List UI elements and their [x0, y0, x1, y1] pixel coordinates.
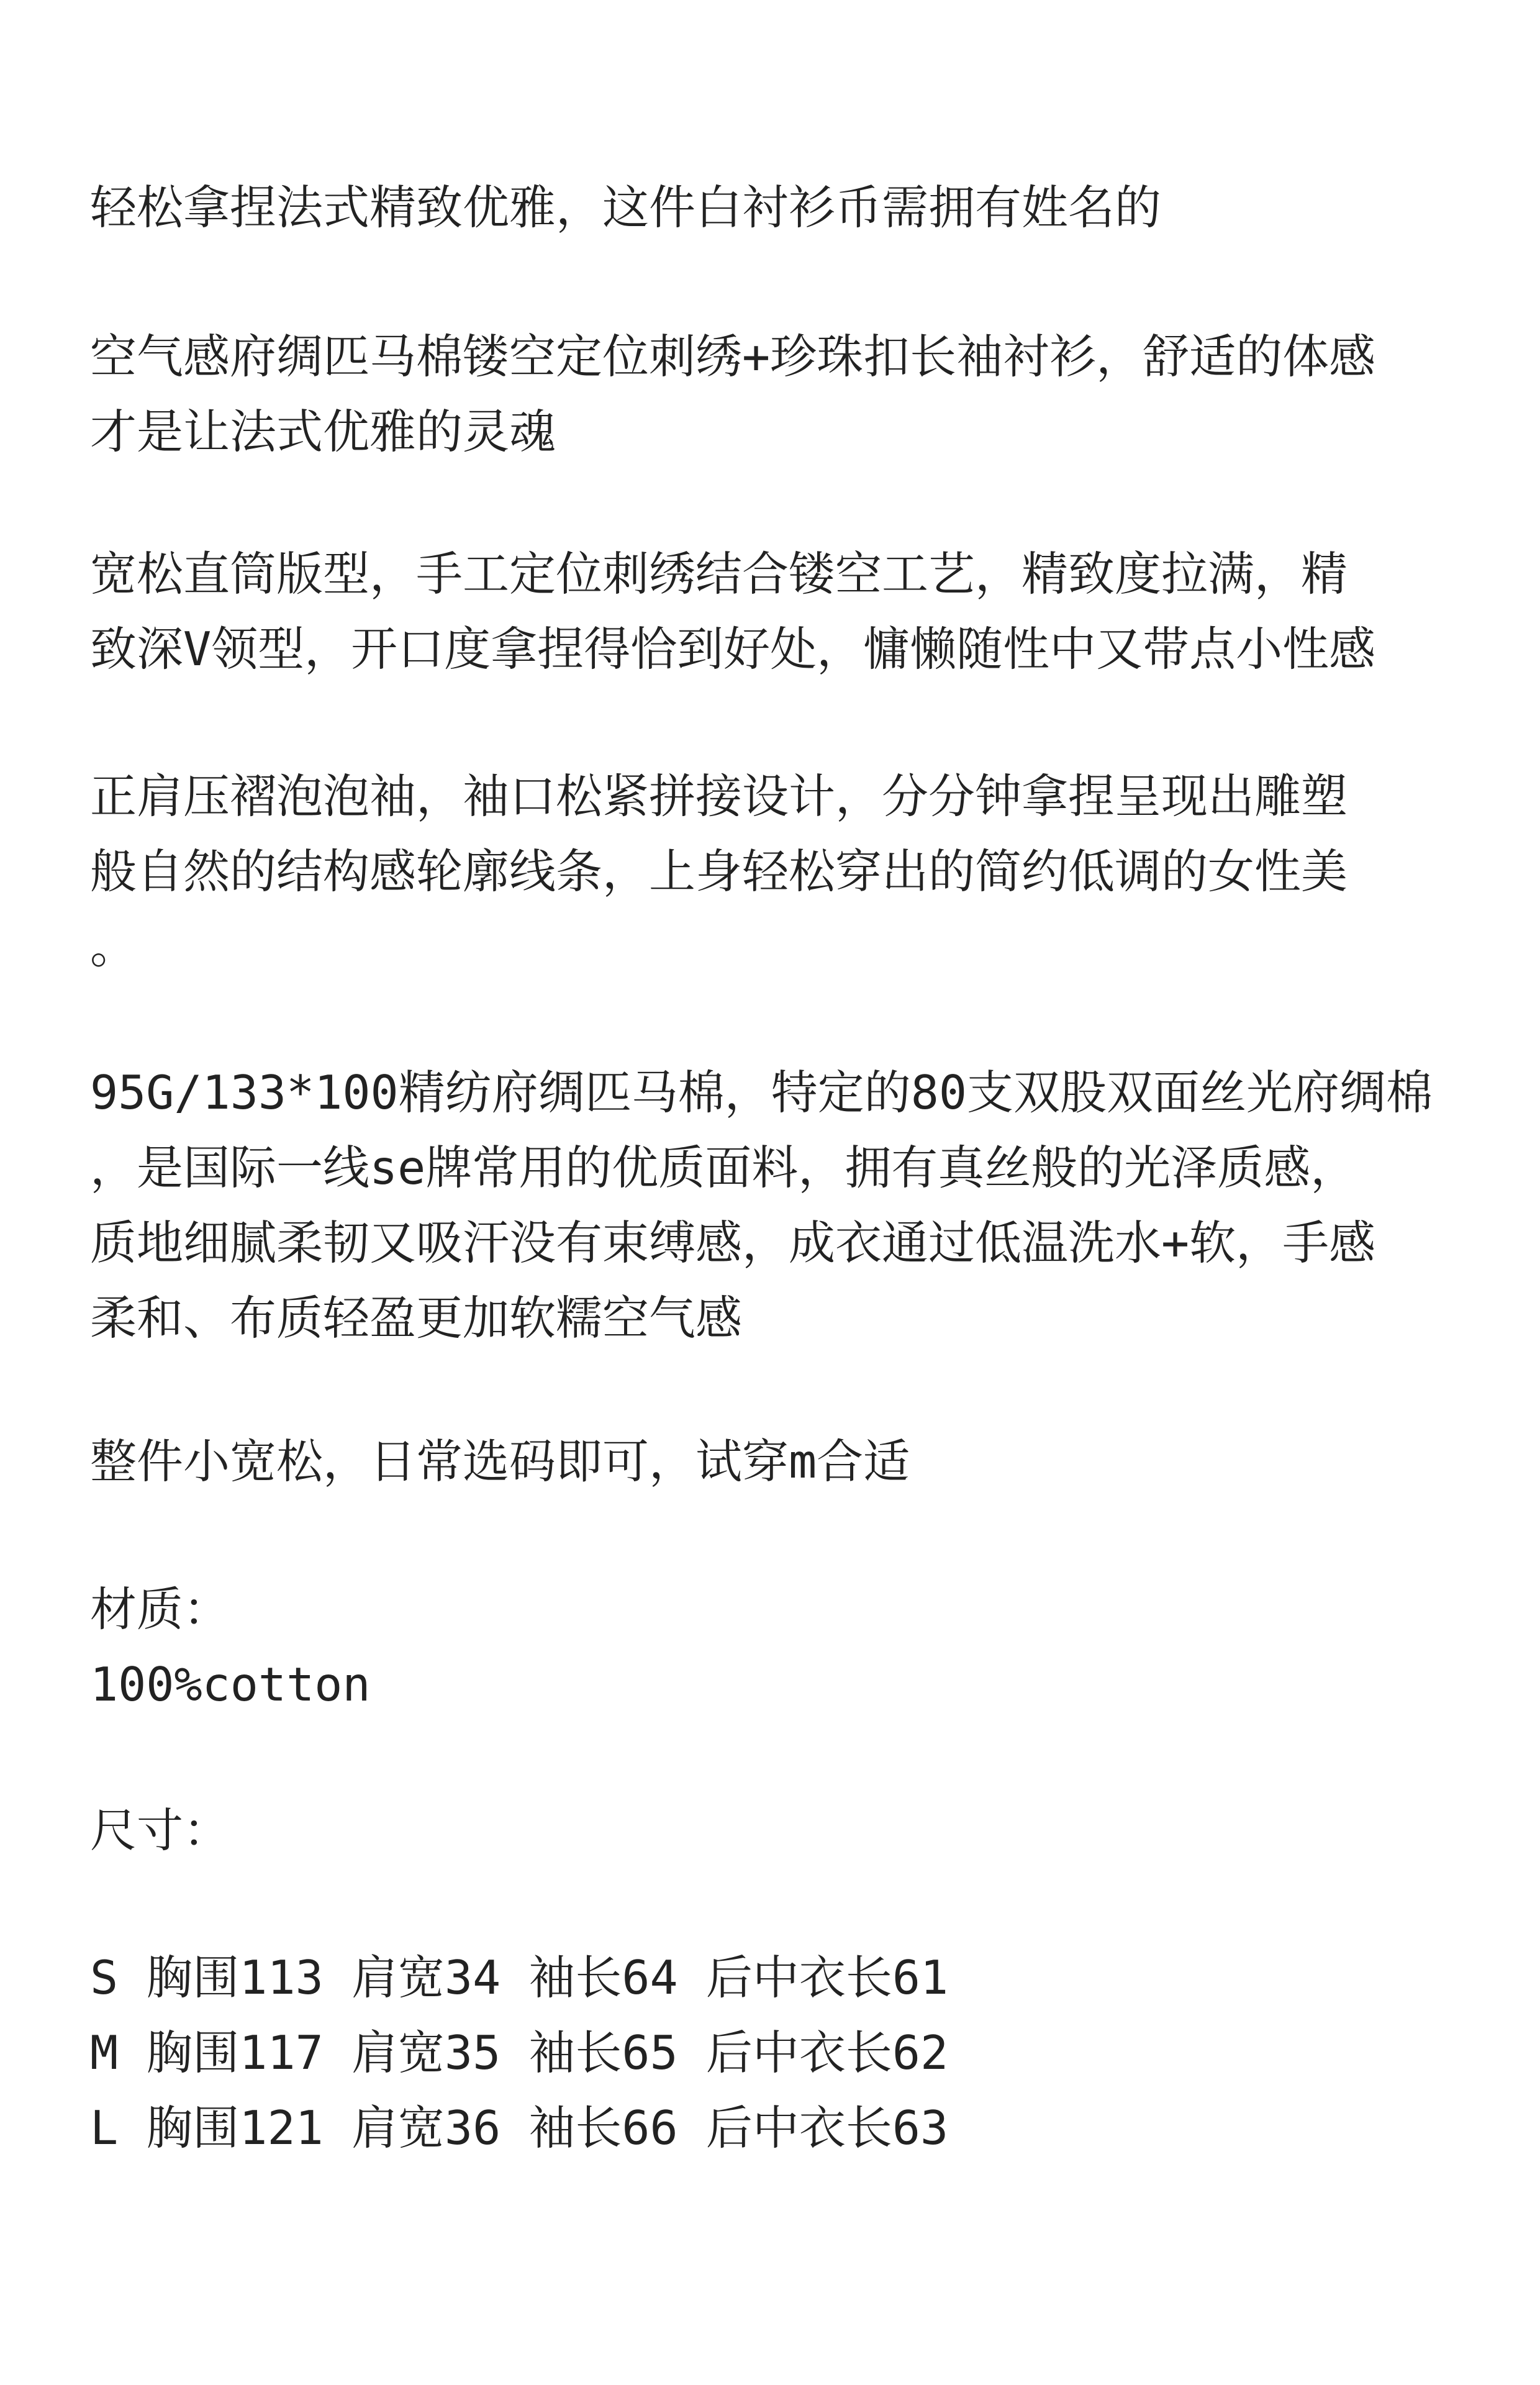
fit-line-1: 宽松直筒版型，手工定位刺绣结合镂空工艺，精致度拉满，精	[90, 547, 1348, 601]
material-section	[90, 1572, 1456, 1722]
intro-line: 轻松拿捏法式精致优雅，这件白衬衫币需拥有姓名的	[90, 180, 1162, 235]
size-row-s: S 胸围113 肩宽34 袖长64 后中衣长61	[90, 1950, 949, 2005]
fabric-intro-line-1: 空气感府绸匹马棉镂空定位刺绣+珍珠扣长袖衬衫，舒适的体感	[90, 329, 1376, 384]
fit-paragraph	[90, 537, 1456, 687]
sizing-advice-paragraph	[90, 1424, 1456, 1499]
size-section-heading	[90, 1793, 1456, 1868]
sizing-advice-line: 整件小宽松，日常选码即可，试穿m合适	[90, 1434, 910, 1489]
intro-paragraph	[90, 170, 1456, 245]
size-label: 尺寸：	[90, 1803, 230, 1858]
sleeves-paragraph	[90, 759, 1456, 984]
sleeves-line-2: 般自然的结构感轮廓线条，上身轻松穿出的简约低调的女性美	[90, 844, 1348, 899]
fabric-intro-line-2: 才是让法式优雅的灵魂	[90, 404, 556, 459]
size-row-l: L 胸围121 肩宽36 袖长66 后中衣长63	[90, 2101, 949, 2155]
sleeves-line-3: 。	[90, 919, 137, 974]
fabric-detail-line-2: ，是国际一线se牌常用的优质面料，拥有真丝般的光泽质感，	[90, 1140, 1357, 1195]
fabric-detail-line-3: 质地细腻柔韧又吸汗没有束缚感，成衣通过低温洗水+软，手感	[90, 1215, 1376, 1270]
fabric-detail-line-1: 95G/133*100精纺府绸匹马棉，特定的80支双股双面丝光府绸棉	[90, 1065, 1433, 1120]
material-value: 100%cotton	[90, 1657, 371, 1712]
fabric-intro-paragraph	[90, 319, 1456, 470]
material-label: 材质：	[90, 1582, 230, 1637]
fabric-detail-line-4: 柔和、布质轻盈更加软糯空气感	[90, 1291, 743, 1345]
fit-line-2: 致深V领型，开口度拿捏得恰到好处，慵懒随性中又带点小性感	[90, 622, 1376, 676]
fabric-detail-paragraph	[90, 1055, 1456, 1356]
sleeves-line-1: 正肩压褶泡泡袖，袖口松紧拼接设计，分分钟拿捏呈现出雕塑	[90, 769, 1348, 824]
size-table	[90, 1940, 1456, 2166]
size-row-m: M 胸围117 肩宽35 袖长65 后中衣长62	[90, 2025, 949, 2080]
